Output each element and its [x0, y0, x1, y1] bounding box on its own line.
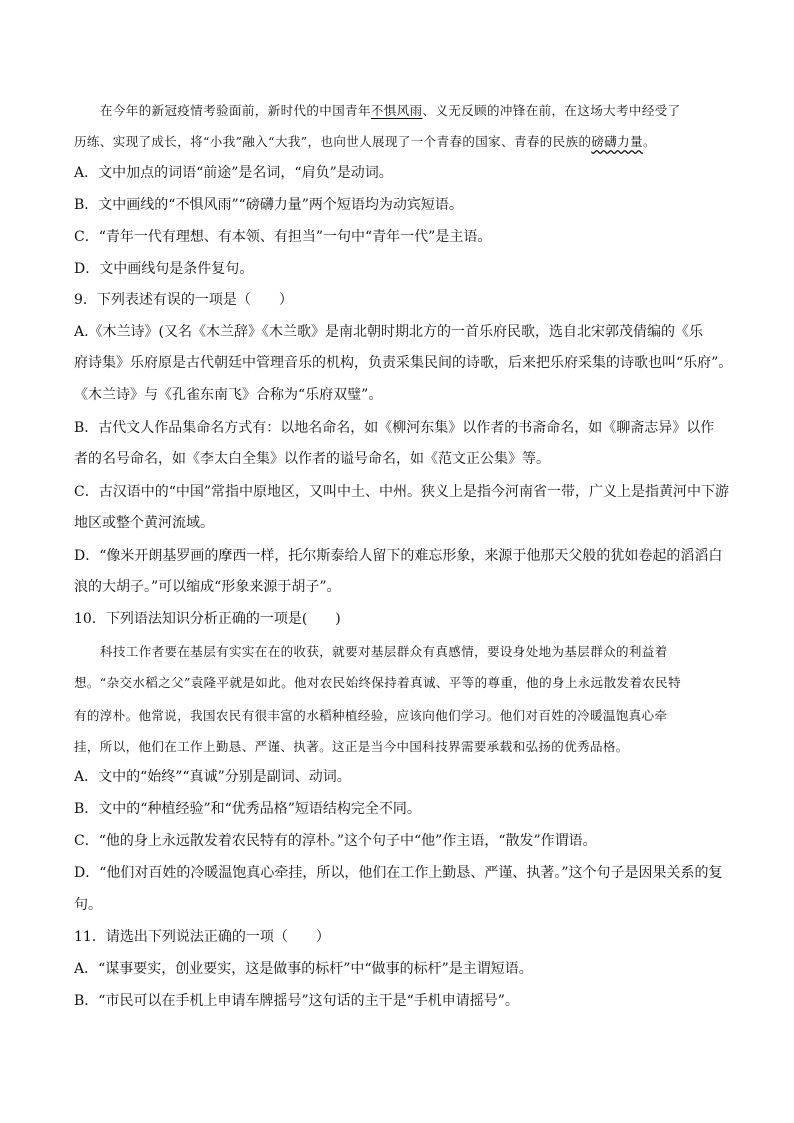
q8-option-a: A．文中加点的词语“前途”是名词，“肩负”是动词。 — [74, 165, 393, 181]
q10-passage-line-1: 科技工作者要在基层有实实在在的收获，就要对基层群众有真感情，要设身处地为基层群众的利益着 — [100, 644, 668, 659]
q8-option-b: B．文中画线的“不惧风雨”“磅礴力量”两个短语均为动宾短语。 — [74, 197, 463, 213]
passage-1-line-1: 在今年的新冠疫情考验面前，新时代的中国青年不惧风雨、义无反顾的冲锋在前，在这场大考中经受了 — [100, 103, 681, 118]
q10-passage-line-2: 想。“杂交水稻之父”袁隆平就是如此。他对农民始终保持着真诚、平等的尊重，他的身上永远散发着农民特 — [74, 675, 681, 690]
q10-passage-line-4: 挂，所以，他们在工作上勤恳、严谨、执著。这正是当今中国科技界需要承载和弘扬的优秀品格。 — [74, 739, 629, 754]
q8-option-d: D．文中画线句是条件复句。 — [74, 261, 254, 277]
q9-option-b-line-1: B．古代文人作品集命名方式有：以地名命名，如《柳河东集》以作者的书斋命名，如《聊斋志异》以作 — [74, 420, 715, 436]
q9-option-a-line-1: A.《木兰诗》(又名《木兰辞》《木兰歌》是南北朝时期北方的一首乐府民歌，选自北宋郭茂倩编的《乐 — [74, 324, 704, 340]
q8-option-c: C．“青年一代有理想、有本领、有担当”一句中“青年一代”是主语。 — [74, 229, 492, 245]
q10-option-b: B．文中的“种植经验”和“优秀品格”短语结构完全不同。 — [74, 801, 421, 817]
q9-stem: 9．下列表述有误的一项是（ ） — [74, 292, 293, 308]
q10-option-d-line-1: D．“他们对百姓的冷暖温饱真心牵挂，所以，他们在工作上勤恳、严谨、执著。”这个句子是因果关系的复 — [74, 865, 723, 881]
q9-option-d-line-1: D．“像米开朗基罗画的摩西一样，托尔斯泰给人留下的难忘形象，来源于他那天父般的犹如卷起的滔滔白 — [74, 548, 723, 564]
q9-option-a-line-3: 《木兰诗》与《孔雀东南飞》合称为“乐府双璧”。 — [74, 387, 383, 403]
q9-option-d-line-2: 浪的大胡子。”可以缩成“形象来源于胡子”。 — [74, 579, 341, 595]
q10-option-c: C．“他的身上永远散发着农民特有的淳朴。”这个句子中“他”作主语，“散发”作谓语。 — [74, 833, 597, 849]
q9-option-b-line-2: 者的名号命名，如《李太白全集》以作者的谥号命名，如《范文正公集》等。 — [74, 451, 550, 467]
q9-option-c-line-1: C．古汉语中的“中国”常指中原地区，又叫中土、中州。狭义上是指今河南省一带，广义上是指黄河中下游 — [74, 484, 730, 500]
q10-passage-line-3: 有的淳朴。他常说，我国农民有很丰富的水稻种植经验，应该向他们学习。他们对百姓的冷暖温饱真心牵 — [74, 708, 668, 723]
q10-option-d-line-2: 句。 — [74, 897, 102, 913]
passage-1-line-2: 历练、实现了成长，将“小我”融入“大我”，也向世人展现了一个青春的国家、青春的民族的磅礴力量。 — [74, 134, 656, 149]
q11-option-a: A．“谋事要实，创业要实，这是做事的标杆”中“做事的标杆”是主谓短语。 — [74, 961, 533, 977]
q11-option-b: B．“市民可以在手机上申请车牌摇号”这句话的主干是“手机申请摇号”。 — [74, 993, 519, 1009]
underlined-phrase-1: 不惧风雨 — [370, 103, 423, 118]
q10-option-a: A．文中的“始终”“真诚”分别是副词、动词。 — [74, 769, 351, 785]
q9-option-c-line-2: 地区或整个黄河流域。 — [74, 515, 214, 531]
underlined-phrase-2: 磅礴力量 — [591, 134, 643, 149]
q9-option-a-line-2: 府诗集》乐府原是古代朝廷中管理音乐的机构，负责采集民间的诗歌，后来把乐府采集的诗歌也叫“乐府”。 — [74, 355, 733, 371]
q10-stem: 10．下列语法知识分析正确的一项是( ) — [74, 611, 341, 627]
q11-stem: 11．请选出下列说法正确的一项（ ） — [74, 929, 330, 945]
